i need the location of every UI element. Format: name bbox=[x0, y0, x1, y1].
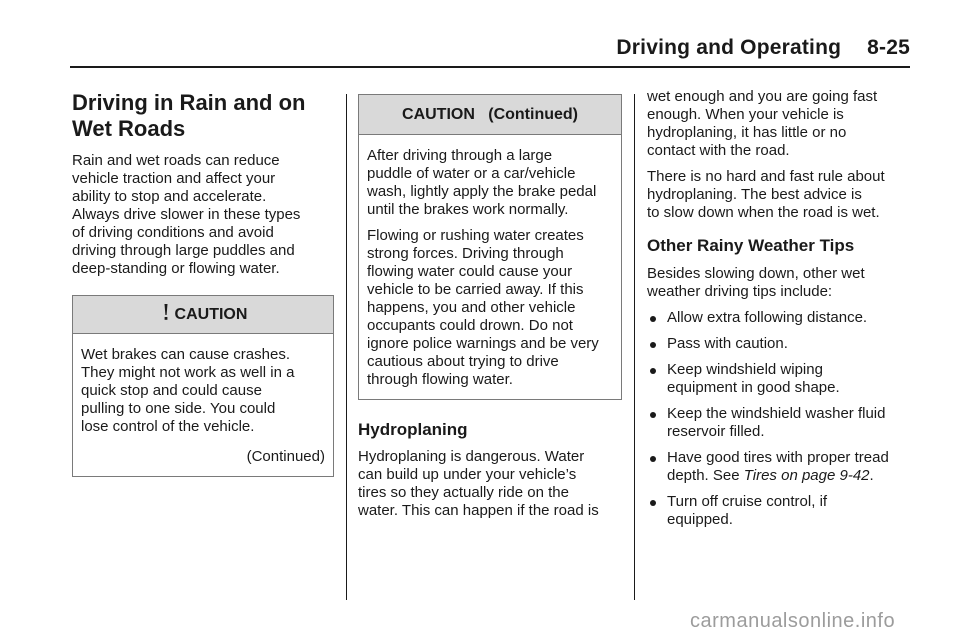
chapter-title: Driving and Operating bbox=[616, 36, 842, 59]
page-header bbox=[70, 24, 910, 68]
list-item: Keep the windshield washer fluid reservoir filled. bbox=[647, 405, 912, 441]
tips-intro: Besides slowing down, other wet weather driving tips include: bbox=[647, 265, 865, 300]
advice-paragraph: There is no hard and fast rule about hydroplaning. The best advice is to slow down when the road is wet. bbox=[647, 168, 885, 221]
watermark: carmanualsonline.info bbox=[690, 610, 896, 632]
caution-paragraph-2: Flowing or rushing water creates strong forces. Driving through flowing water could cause your vehicle to be carried away. If this happens, you and other vehicle occupants could drown. Do not ignore police warnings and be very cautious about trying to drive through flowing water. bbox=[367, 227, 599, 388]
column-2 bbox=[358, 88, 622, 520]
cross-reference-link[interactable]: Tires on page 9-42 bbox=[743, 467, 870, 484]
page-number: 8-25 bbox=[867, 36, 910, 59]
caution-paragraph-1: After driving through a large puddle of water or a car/vehicle wash, lightly apply the brake pedal until the brakes work normally. bbox=[367, 147, 597, 218]
hydroplaning-paragraph: Hydroplaning is dangerous. Water can build up under your vehicle’s tires so they actually ride on the water. This can happen if the road is bbox=[358, 448, 599, 519]
column-divider-2 bbox=[634, 94, 635, 600]
list-item: Turn off cruise control, if equipped. bbox=[647, 493, 912, 529]
column-3 bbox=[647, 88, 912, 529]
list-item: Have good tires with proper tread depth. See Tires on page 9-42. bbox=[647, 449, 912, 485]
hydroplaning-title: Hydroplaning bbox=[358, 420, 468, 439]
bullet-icon bbox=[650, 316, 656, 322]
list-item: Allow extra following distance. bbox=[647, 309, 912, 327]
caution-continued-heading: CAUTION (Continued) bbox=[359, 95, 621, 135]
column-1 bbox=[72, 88, 334, 477]
list-item: Pass with caution. bbox=[647, 335, 912, 353]
caution-continued-body bbox=[359, 135, 621, 399]
caution-heading: CAUTION bbox=[73, 296, 333, 334]
hydroplaning-continued-paragraph: wet enough and you are going fast enough. When your vehicle is hydroplaning, it has little or no contact with the road. bbox=[647, 88, 878, 159]
running-header bbox=[616, 36, 910, 60]
caution-continued-box bbox=[358, 94, 622, 400]
tips-list bbox=[647, 309, 912, 529]
caution-box bbox=[72, 295, 334, 477]
bullet-icon bbox=[650, 412, 656, 418]
bullet-icon bbox=[650, 342, 656, 348]
warning-icon bbox=[159, 298, 173, 336]
caution-text: Wet brakes can cause crashes. They might not work as well in a quick stop and could cause pulling to one side. You could lose control of the vehicle. bbox=[81, 346, 295, 435]
intro-paragraph: Rain and wet roads can reduce vehicle traction and affect your ability to stop and accelerate. Always drive slower in these types of driving conditions and avoid driving through large puddles and deep-standing or flowing water. bbox=[72, 152, 301, 277]
rainy-tips-title: Other Rainy Weather Tips bbox=[647, 236, 855, 255]
bullet-icon bbox=[650, 500, 656, 506]
list-item: Keep windshield wiping equipment in good shape. bbox=[647, 361, 912, 397]
continued-label: (Continued) bbox=[246, 448, 325, 465]
column-divider-1 bbox=[346, 94, 347, 600]
bullet-icon bbox=[650, 456, 656, 462]
section-title: Driving in Rain and on Wet Roads bbox=[72, 90, 306, 141]
caution-body bbox=[73, 334, 333, 476]
bullet-icon bbox=[650, 368, 656, 374]
